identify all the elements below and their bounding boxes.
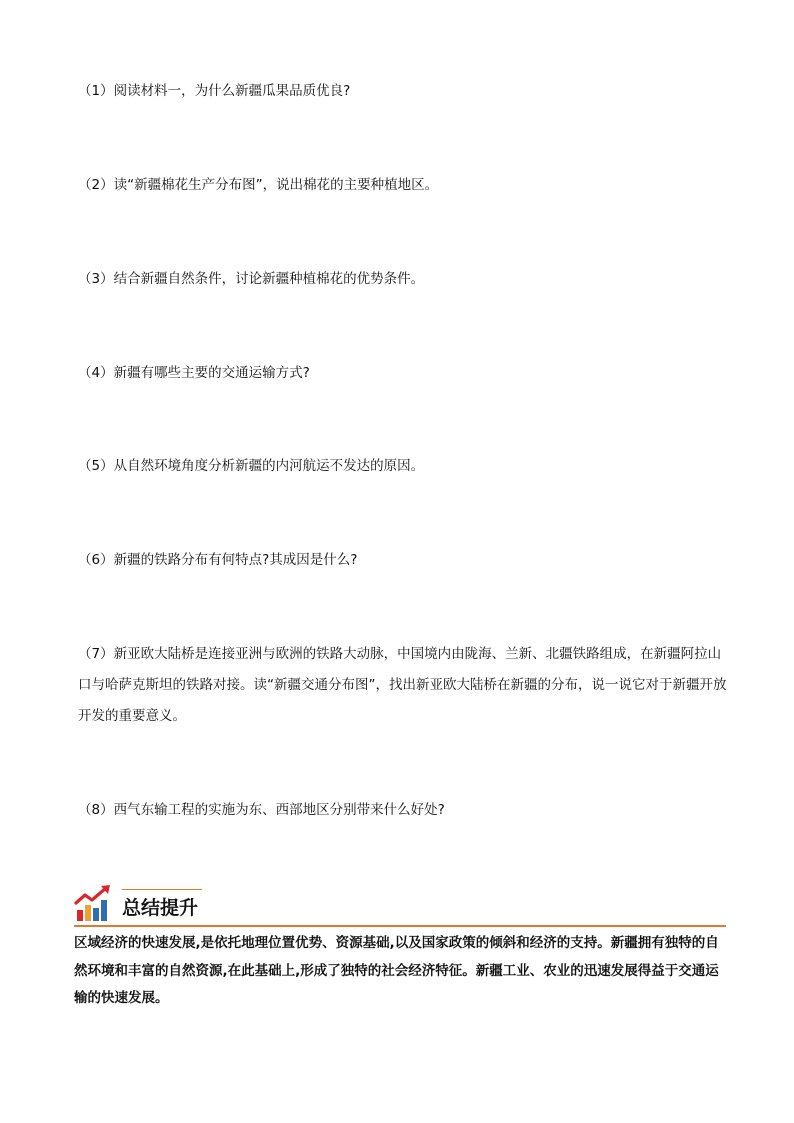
question-2: （2）读“新疆棉花生产分布图”，说出棉花的主要种植地区。 xyxy=(78,177,439,193)
summary-text: 区域经济的快速发展,是依托地理位置优势、资源基础,以及国家政策的倾斜和经济的支持。新疆拥有独特的自然环境和丰富的自然资源,在此基础上,形成了独特的社会经济特征。新疆工业、农业的迅速发展得益于交通运输的快速发展。 xyxy=(74,935,719,1006)
question-6: （6）新疆的铁路分布有何特点?其成因是什么? xyxy=(78,552,358,568)
question-1: （1）阅读材料一，为什么新疆瓜果品质优良? xyxy=(78,83,351,99)
growth-chart-icon xyxy=(74,884,114,924)
summary-header xyxy=(74,884,726,928)
summary-top-line xyxy=(122,889,202,890)
question-5: （5）从自然环境角度分析新疆的内河航运不发达的原因。 xyxy=(78,458,425,474)
summary-divider xyxy=(74,925,726,927)
question-8: （8）西气东输工程的实施为东、西部地区分别带来什么好处? xyxy=(78,802,445,818)
question-3: （3）结合新疆自然条件，讨论新疆种植棉花的优势条件。 xyxy=(78,271,425,287)
summary-title: 总结提升 xyxy=(122,897,199,919)
question-7: （7）新亚欧大陆桥是连接亚洲与欧洲的铁路大动脉，中国境内由陇海、兰新、北疆铁路组成，在新疆阿拉山口与哈萨克斯坦的铁路对接。读“新疆交通分布图”，找出新亚欧大陆桥在新疆的分布，说一说它对于新疆开放开发的重要意义。 xyxy=(78,646,727,724)
question-4: （4）新疆有哪些主要的交通运输方式? xyxy=(78,365,310,381)
